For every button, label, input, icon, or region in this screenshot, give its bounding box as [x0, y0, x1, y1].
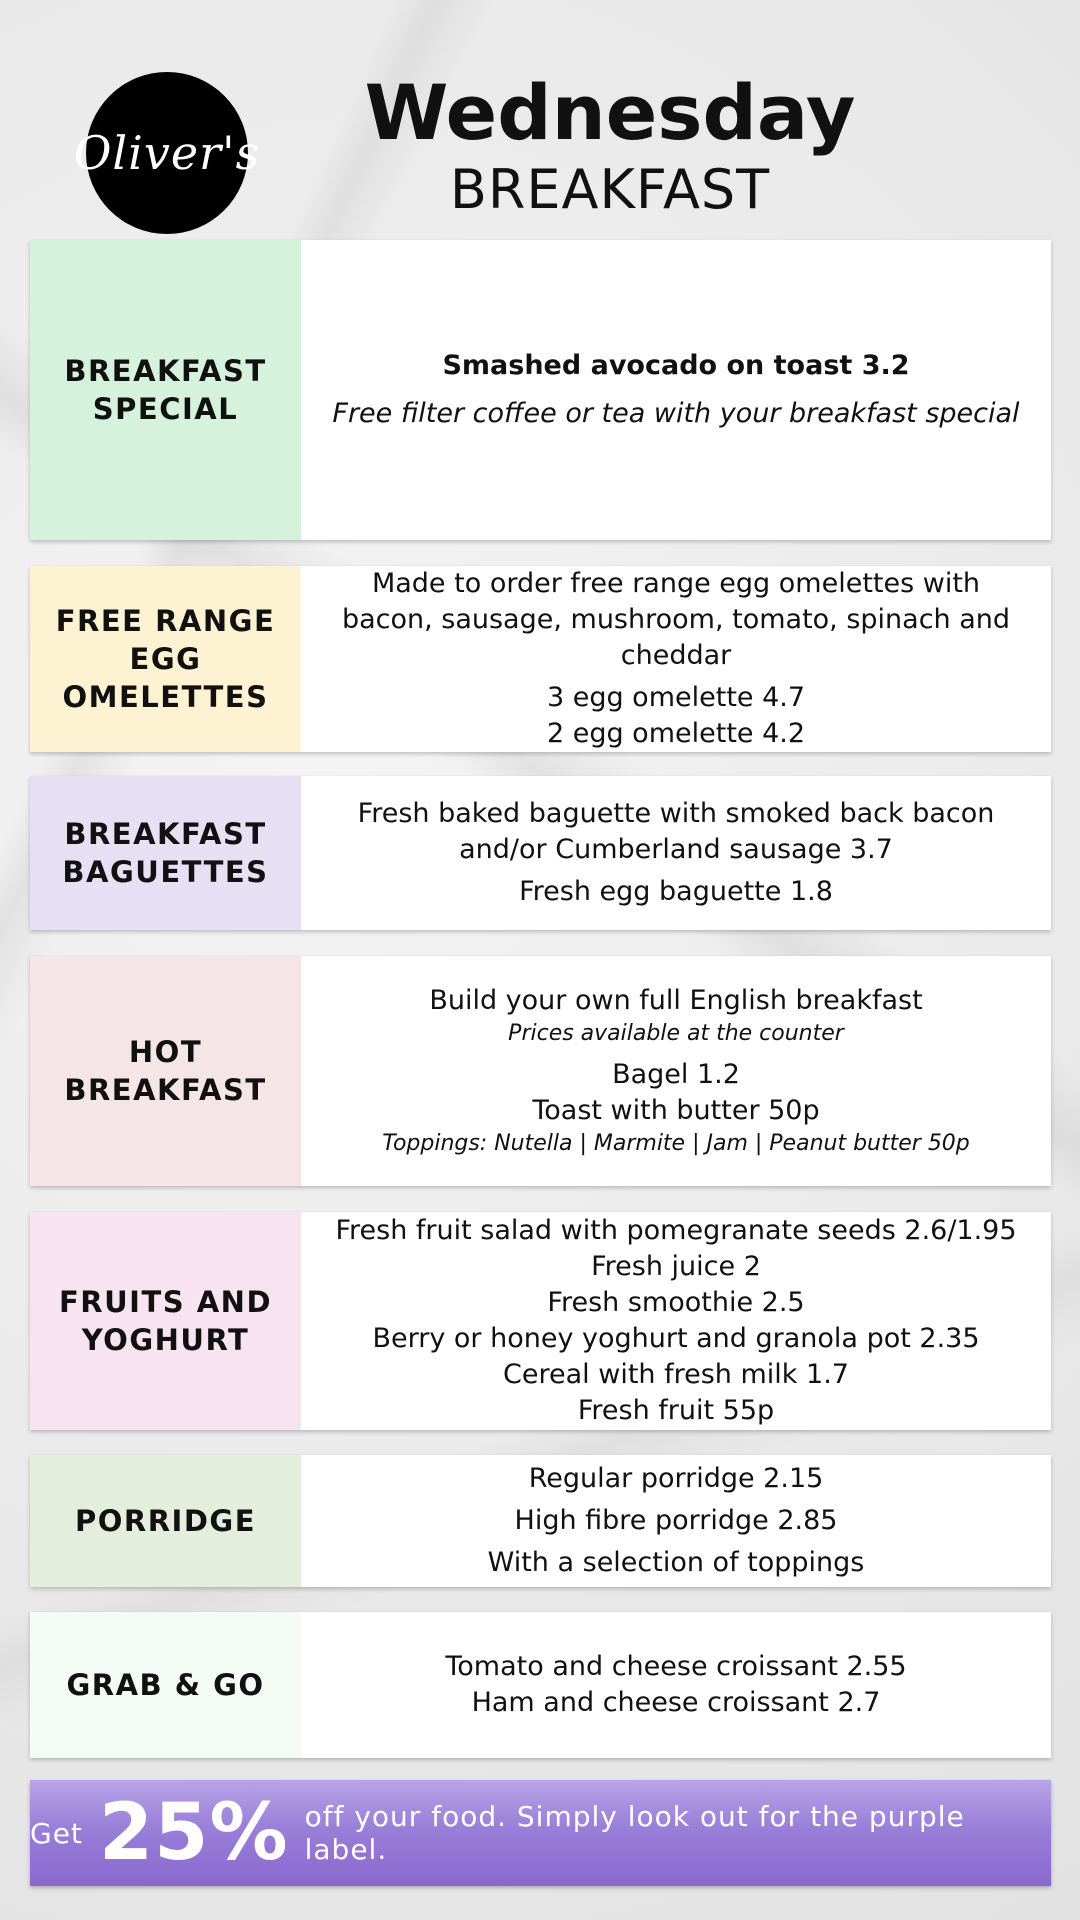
section-egg-omelettes: [30, 566, 1051, 752]
section-breakfast-special: [30, 240, 1051, 540]
menu-item: Fresh smoothie 2.5: [547, 1287, 805, 1318]
section-label: FRUITS AND YOGHURT: [30, 1212, 301, 1430]
menu-item: Fresh fruit salad with pomegranate seeds 2.6/1.95: [335, 1215, 1017, 1246]
promo-text: off your food. Simply look out for the purple label.: [304, 1800, 965, 1866]
promo-discount: 25%: [98, 1788, 289, 1878]
section-items: [301, 956, 1051, 1186]
section-hot-breakfast: [30, 956, 1051, 1186]
section-items: [301, 240, 1051, 540]
section-grab-and-go: [30, 1612, 1051, 1758]
olivers-logo: Oliver's: [86, 72, 248, 234]
menu-item-description: Made to order free range egg omelettes with bacon, sausage, mushroom, tomato, spinach and cheddar: [341, 568, 1011, 671]
section-items: [301, 566, 1051, 752]
meal-title: BREAKFAST: [449, 158, 771, 221]
promo-prefix: Get: [30, 1816, 83, 1850]
menu-note: With a selection of toppings: [487, 1547, 865, 1578]
section-breakfast-baguettes: [30, 776, 1051, 930]
section-label: BREAKFAST SPECIAL: [30, 240, 301, 540]
section-label: HOT BREAKFAST: [30, 956, 301, 1186]
menu-item: Toast with butter 50p: [532, 1095, 820, 1126]
menu-item: Build your own full English breakfast: [429, 985, 923, 1016]
promo-banner: [30, 1780, 1051, 1886]
menu-item: Bagel 1.2: [612, 1059, 740, 1090]
section-label: PORRIDGE: [30, 1455, 301, 1587]
menu-item: Berry or honey yoghurt and granola pot 2.35: [372, 1323, 980, 1354]
section-fruits-yoghurt: [30, 1212, 1051, 1430]
section-porridge: [30, 1455, 1051, 1587]
section-items: [301, 1612, 1051, 1758]
section-items: [301, 776, 1051, 930]
menu-item: 2 egg omelette 4.2: [546, 718, 806, 749]
menu-item: Fresh egg baguette 1.8: [519, 876, 833, 907]
section-items: [301, 1212, 1051, 1430]
menu-item: Fresh fruit 55p: [577, 1395, 775, 1426]
menu-note: Free filter coffee or tea with your breakfast special: [332, 398, 1020, 429]
menu-item: Regular porridge 2.15: [528, 1463, 824, 1494]
menu-item: Ham and cheese croissant 2.7: [471, 1687, 881, 1718]
menu-note: Toppings: Nutella | Marmite | Jam | Peanut butter 50p: [382, 1131, 970, 1156]
day-title: Wednesday: [364, 68, 856, 157]
section-label: FREE RANGE EGG OMELETTES: [30, 566, 301, 752]
menu-item: Tomato and cheese croissant 2.55: [445, 1651, 907, 1682]
menu-note: Prices available at the counter: [508, 1021, 844, 1046]
menu-item: High fibre porridge 2.85: [514, 1505, 838, 1536]
section-items: [301, 1455, 1051, 1587]
menu-item: Fresh baked baguette with smoked back bacon and/or Cumberland sausage 3.7: [357, 798, 995, 865]
section-label: GRAB & GO: [30, 1612, 301, 1758]
menu-header: [0, 0, 1080, 236]
section-label: BREAKFAST BAGUETTES: [30, 776, 301, 930]
menu-item: 3 egg omelette 4.7: [546, 682, 806, 713]
menu-item: Smashed avocado on toast 3.2: [442, 350, 910, 381]
menu-item: Fresh juice 2: [591, 1251, 761, 1282]
menu-item: Cereal with fresh milk 1.7: [503, 1359, 849, 1390]
